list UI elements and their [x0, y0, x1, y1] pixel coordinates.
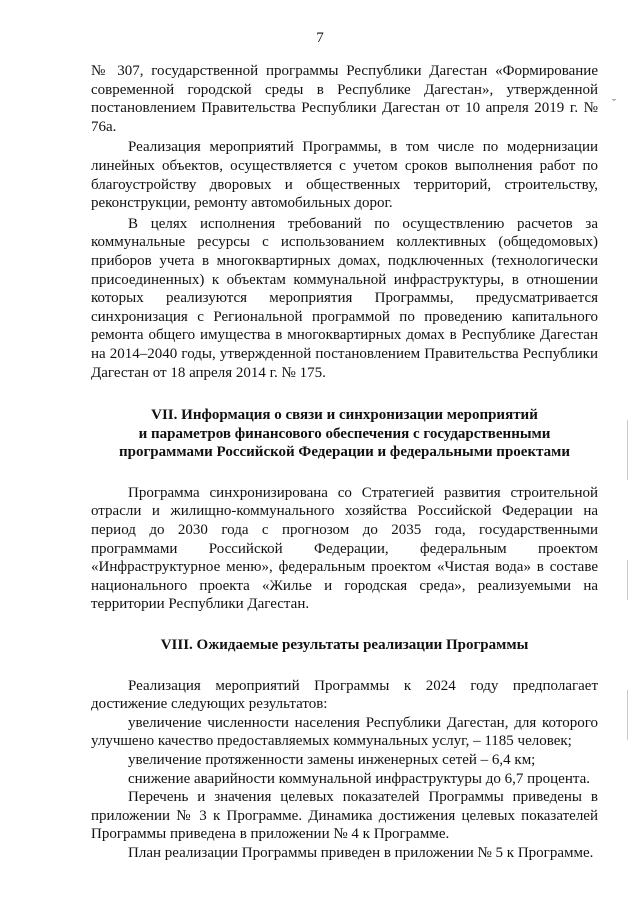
paragraph-modernization: Реализация мероприятий Программы, в том числе по модернизации линейных объектов, осуществляется с учетом сроков выполнения работ по благоустройству дворовых и общественных территорий, строительству, реконструкции, ремонту автомобильных дорог.	[91, 139, 598, 212]
paragraph-strategy-sync: Программа синхронизирована со Стратегией развития строительной отрасли и жилищно-коммунального хозяйства Российской Федерации на период до 2030 года с прогнозом до 2035 года, государственными программами Российской Федерации, федеральным проектом «Инфраструктурное меню», федеральным проектом «Чистая вода» в составе национального проекта «Жилье и городская среда», реализуемыми на территории Республики Дагестан.	[91, 484, 598, 613]
scan-edge-mark	[627, 690, 628, 740]
result-item-networks: увеличение протяженности замены инженерных сетей – 6,4 км;	[128, 752, 536, 768]
page-number: 7	[316, 30, 324, 46]
section-7-heading-line-1: VII. Информация о связи и синхронизации мероприятий	[151, 407, 538, 424]
scan-edge-mark	[627, 560, 628, 600]
scan-speck-mark: ˘	[612, 96, 616, 110]
scan-edge-mark	[627, 420, 628, 480]
section-8-heading: VIII. Ожидаемые результаты реализации Программы	[160, 637, 529, 654]
paragraph-synchronization: В целях исполнения требований по осуществлению расчетов за коммунальные ресурсы с использованием коллективных (общедомовых) приборов учета в многоквартирных домах, подключенных (технологически присоединенных) к объектам коммунальной инфраструктуры, в отношении которых реализуются мероприятия Программы, предусматривается синхронизация с Региональной программой по проведению капитального ремонта общего имущества в многоквартирных домах в Республике Дагестан на 2014–2040 годы, утвержденной постановлением Правительства Республики Дагестан от 18 апреля 2014 г. № 175.	[91, 215, 598, 381]
document-body	[91, 62, 598, 863]
paragraph-expected-results-intro: Реализация мероприятий Программы к 2024 году предполагает достижение следующих результатов:	[91, 677, 598, 713]
paragraph-indicators-appendix: Перечень и значения целевых показателей Программы приведены в приложении № 3 к Программе. Динамика достижения целевых показателей Программы приведена в приложении № 4 к Программе.	[91, 789, 598, 843]
result-item-accidents: снижение аварийности коммунальной инфраструктуры до 6,7 процента.	[128, 770, 590, 787]
paragraph-implementation-plan: План реализации Программы приведен в приложении № 5 к Программе.	[128, 844, 594, 861]
section-7-heading	[91, 406, 598, 462]
section-7-heading-line-3: программами Российской Федерации и федеральными проектами	[118, 444, 571, 461]
result-item-population: увеличение численности населения Республики Дагестан, для которого улучшено качество предоставляемых коммунальных услуг, – 1185 человек;	[91, 714, 598, 750]
paragraph-program-reference: № 307, государственной программы Республики Дагестан «Формирование современной городской среды в Республике Дагестан», утвержденной постановлением Правительства Республики Дагестан от 10 апреля 2019 г. № 76а.	[91, 63, 598, 135]
section-7-heading-line-2: и параметров финансового обеспечения с государственными	[138, 425, 551, 442]
